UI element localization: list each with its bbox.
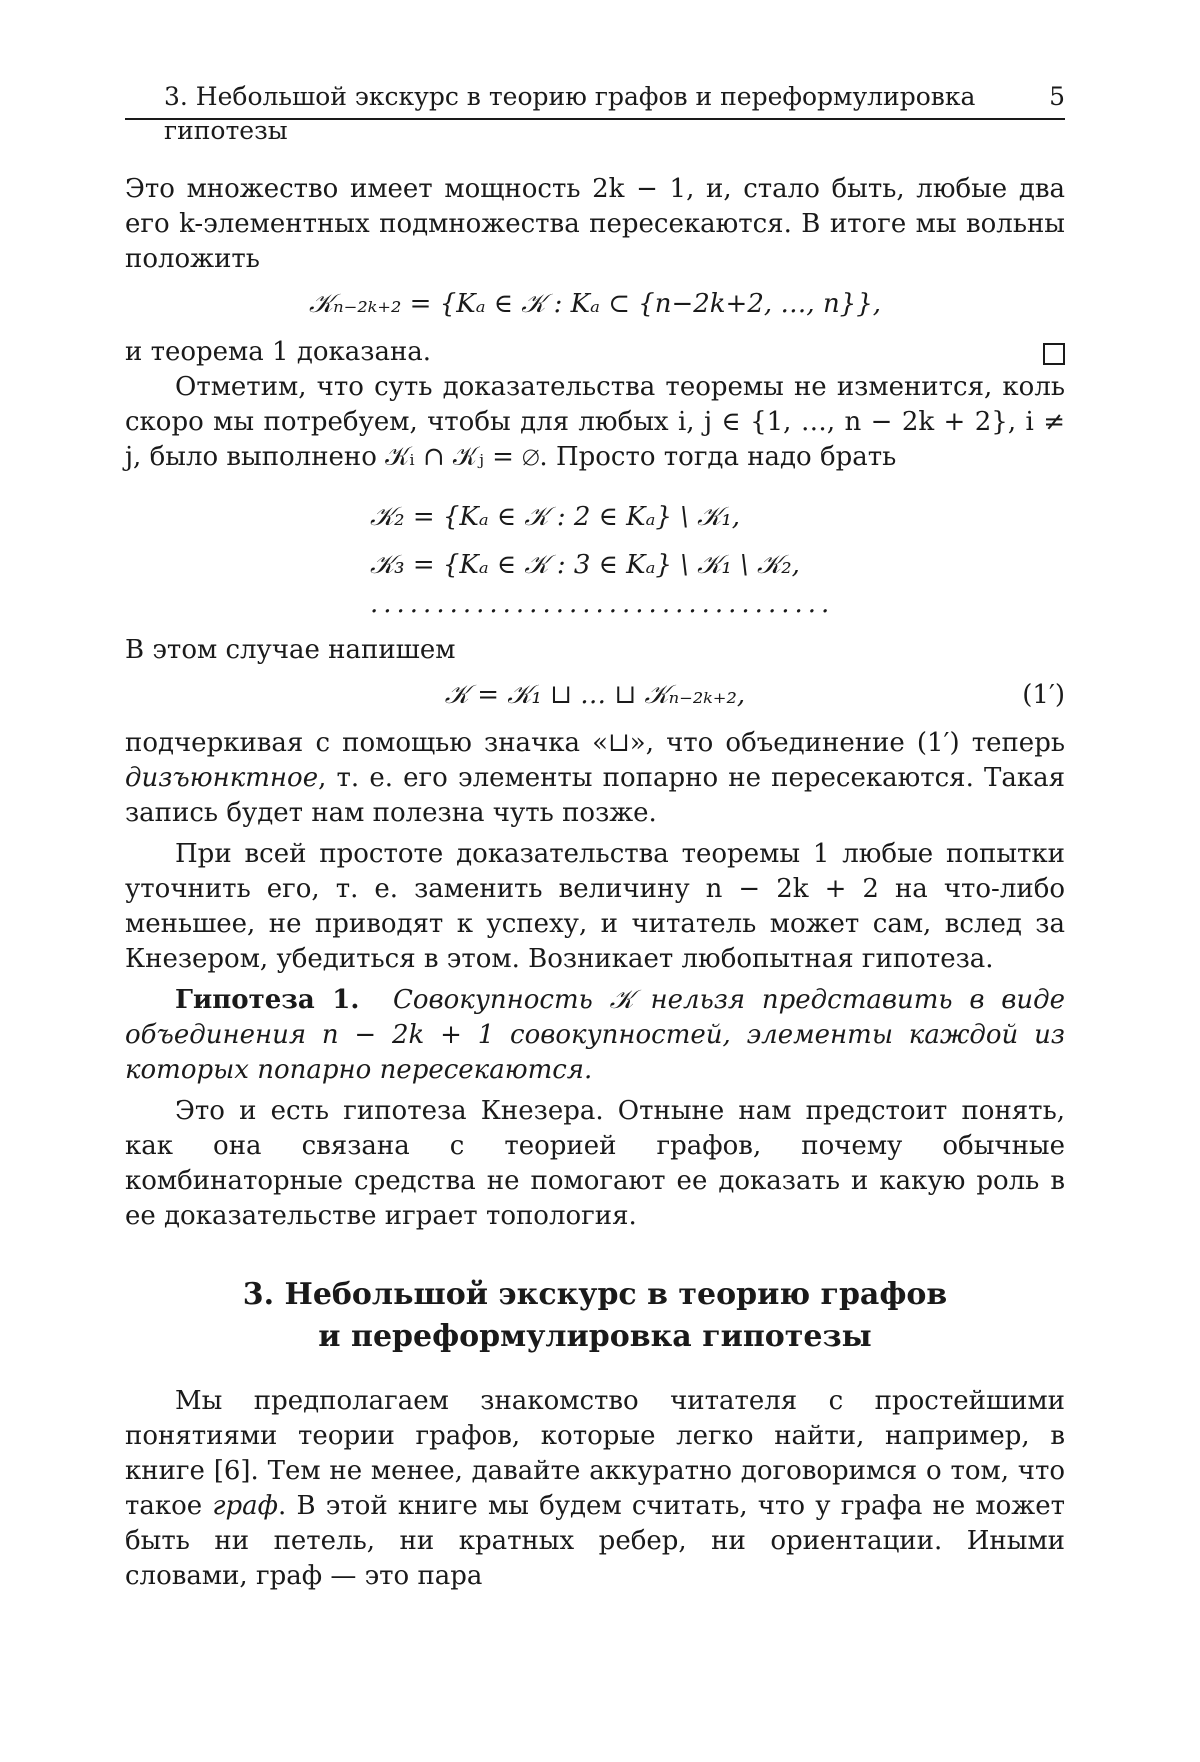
emphasis: дизъюнктное	[125, 763, 319, 793]
formula: 𝒦ₙ₋₂ₖ₊₂ = {Kₐ ∈ 𝒦 : Kₐ ⊂ {n−2k+2, …, n}},	[308, 289, 882, 319]
formula-body: 𝒦 = 𝒦₁ ⊔ … ⊔ 𝒦ₙ₋₂ₖ₊₂,	[444, 680, 746, 710]
equation-number: (1′)	[1022, 680, 1065, 710]
paragraph: Это и есть гипотеза Кнезера. Отныне нам предстоит понять, как она связана с теорией графов, почему обычные комбинаторные средства не помогают ее доказать и какую роль в ее доказательстве играет топология.	[125, 1096, 1065, 1231]
hypothesis-label: Гипотеза 1.	[175, 985, 360, 1015]
paragraph-qed	[125, 335, 1065, 370]
text-run: . В этой книге мы будем считать, что у графа не может быть ни петель, ни кратных ребер, ни ориентации. Иными словами, граф — это пара	[125, 1491, 1065, 1591]
display-formulas	[125, 493, 1065, 619]
display-line: 𝒦₂ = {Kₐ ∈ 𝒦 : 2 ∈ Kₐ} \ 𝒦₁,	[370, 502, 741, 532]
display-line: 𝒦₃ = {Kₐ ∈ 𝒦 : 3 ∈ Kₐ} \ 𝒦₁ \ 𝒦₂,	[370, 550, 800, 580]
display-dots: ...................................	[370, 589, 835, 619]
section-heading	[125, 1274, 1065, 1358]
running-header	[125, 80, 1065, 145]
paragraph: В этом случае напишем	[125, 635, 456, 665]
hypothesis	[125, 983, 1065, 1088]
paragraph: Это множество имеет мощность 2k − 1, и, стало быть, любые два его k-элементных подмножества пересекаются. В итоге мы вольны положить	[125, 174, 1065, 274]
section-heading-line: 3. Небольшой экскурс в теорию графов	[242, 1277, 948, 1312]
hypothesis-text: Совокупность 𝒦 нельзя представить в виде объединения n − 2k + 1 совокупностей, элементы каждой из которых попарно пересекаются.	[125, 985, 1065, 1085]
text-run: , т. е. его элементы попарно не пересекаются. Такая запись будет нам полезна чуть позже.	[125, 763, 1065, 828]
qed-square-icon	[1043, 343, 1065, 365]
text-run: подчеркивая с помощью значка «⊔», что объединение (1′) теперь	[125, 728, 1065, 758]
running-title: 3. Небольшой экскурс в теорию графов и переформулировка гипотезы	[164, 82, 976, 145]
text-run: Мы предполагаем знакомство читателя с простейшими понятиями теории графов, которые легко найти, например, в книге [6]. Тем не менее, давайте аккуратно договоримся о том, что такое	[125, 1386, 1065, 1521]
paragraph	[125, 726, 1065, 831]
paragraph	[125, 1384, 1065, 1594]
paragraph: При всей простоте доказательства теоремы 1 любые попытки уточнить его, т. е. заменить величину n − 2k + 2 на что-либо меньшее, не приводят к успеху, и читатель может сам, вслед за Кнезером, убедиться в этом. Возникает любопытная гипотеза.	[125, 839, 1065, 974]
section-heading-line: и переформулировка гипотезы	[318, 1319, 872, 1354]
paragraph-text: и теорема 1 доказана.	[125, 337, 432, 367]
paragraph: Отметим, что суть доказательства теоремы не изменится, коль скоро мы потребуем, чтобы для любых i, j ∈ {1, …, n − 2k + 2}, i ≠ j, было выполнено 𝒦ᵢ ∩ 𝒦ⱼ = ∅. Просто тогда надо брать	[125, 372, 1065, 472]
numbered-formula	[125, 672, 1065, 718]
page-number: 5	[1049, 82, 1065, 111]
page-body	[125, 172, 1065, 1594]
emphasis: граф	[212, 1491, 279, 1521]
